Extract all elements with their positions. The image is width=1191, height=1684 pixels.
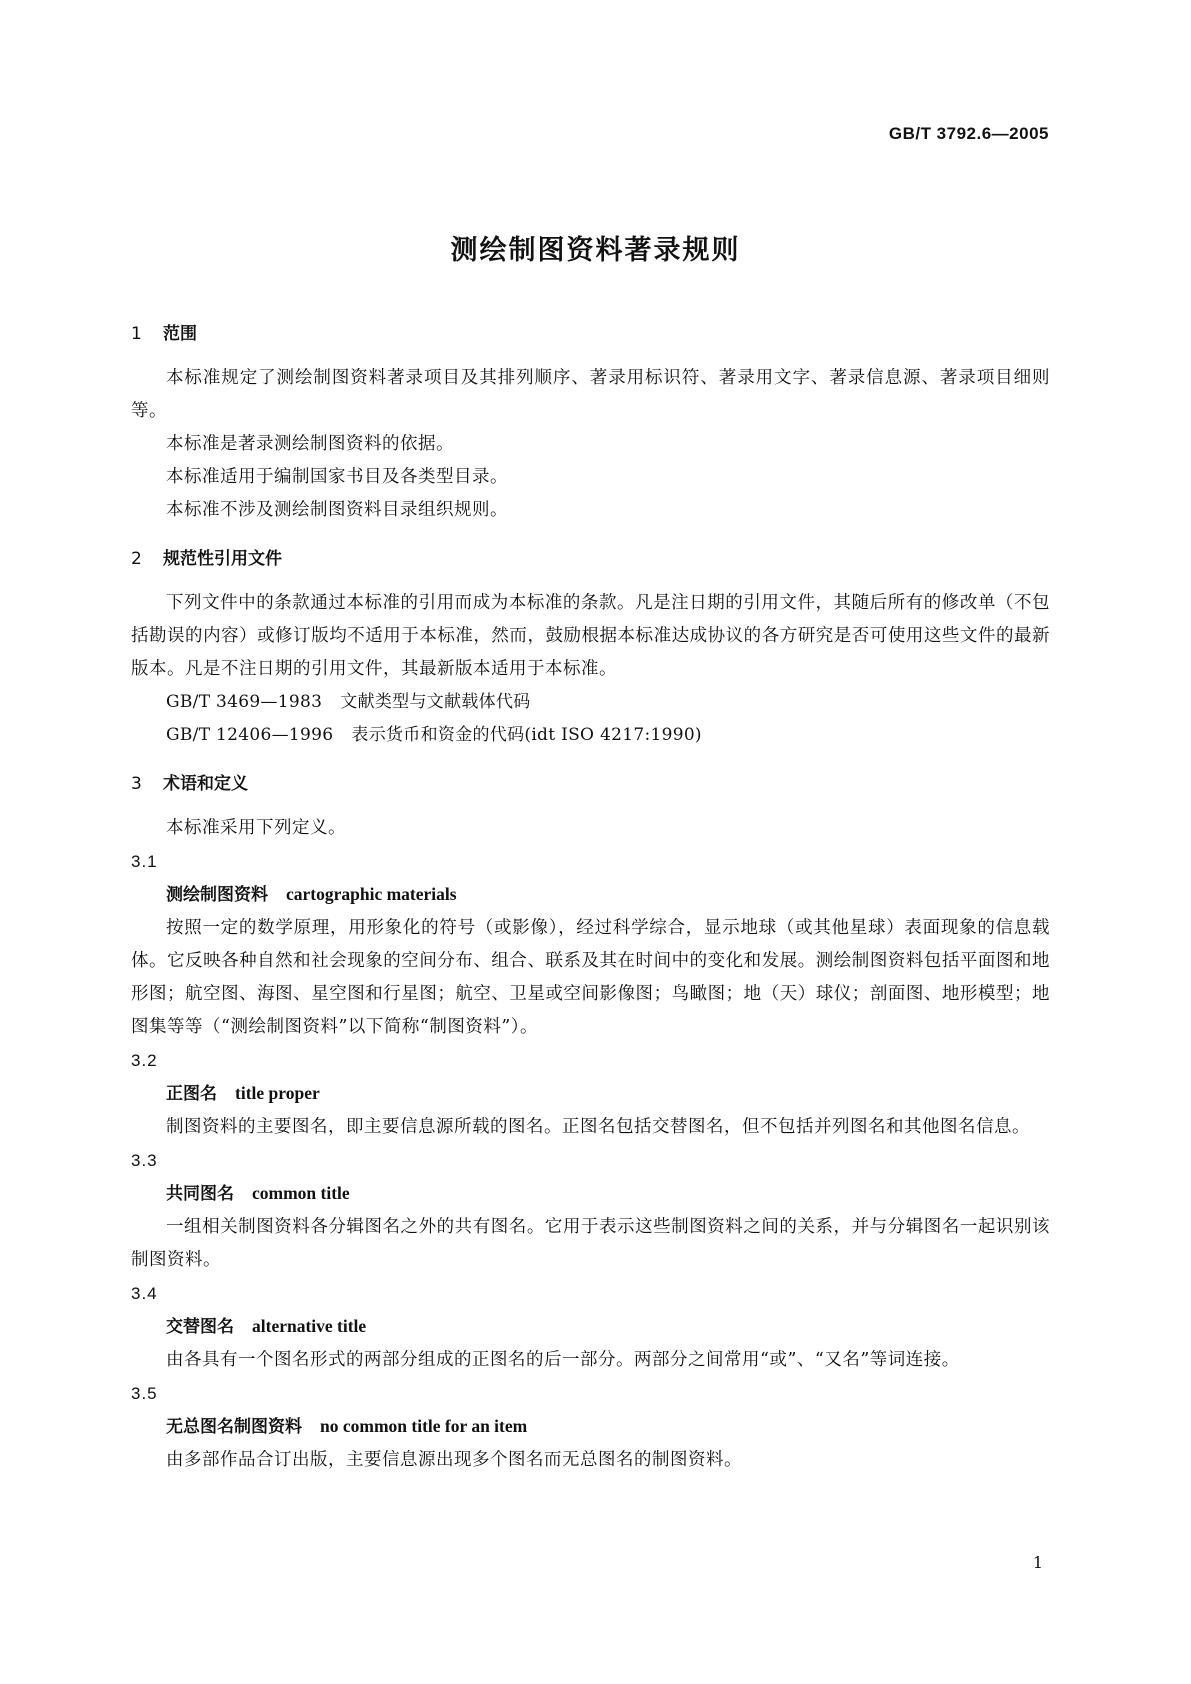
reference-code: GB/T 12406—1996 bbox=[166, 725, 334, 745]
term-definition: 一组相关制图资料各分辑图名之外的共有图名。它用于表示这些制图资料之间的关系，并与分辑图名一起识别该制图资料。 bbox=[131, 1217, 1050, 1270]
scope-paragraph: 本标准规定了测绘制图资料著录项目及其排列顺序、著录用标识符、著录用文字、著录信息源、著录项目细则等。 bbox=[131, 368, 1050, 421]
page-number: 1 bbox=[1032, 1553, 1043, 1572]
term-definition: 由各具有一个图名形式的两部分组成的正图名的后一部分。两部分之间常用“或”、“又名”等词连接。 bbox=[166, 1350, 960, 1370]
term-heading bbox=[131, 1410, 1050, 1444]
reference-title: 表示货币和资金的代码(idt ISO 4217:1990) bbox=[351, 725, 702, 745]
section-title: 规范性引用文件 bbox=[163, 549, 282, 569]
clause-number: 3.1 bbox=[131, 852, 158, 871]
references-paragraph: 下列文件中的条款通过本标准的引用而成为本标准的条款。凡是注日期的引用文件，其随后所有的修改单（不包括勘误的内容）或修订版均不适用于本标准，然而，鼓励根据本标准达成协议的各方研究是否可使用这些文件的最新版本。凡是不注日期的引用文件，其最新版本适用于本标准。 bbox=[131, 593, 1050, 679]
reference-item bbox=[131, 719, 1050, 752]
scope-paragraph: 本标准不涉及测绘制图资料目录组织规则。 bbox=[166, 500, 508, 520]
term-definition: 制图资料的主要图名，即主要信息源所载的图名。正图名包括交替图名，但不包括并列图名和其他图名信息。 bbox=[166, 1117, 1030, 1137]
section-title: 范围 bbox=[163, 324, 197, 344]
reference-title: 文献类型与文献载体代码 bbox=[340, 692, 531, 712]
terms-intro: 本标准采用下列定义。 bbox=[166, 818, 346, 838]
scope-paragraph: 本标准适用于编制国家书目及各类型目录。 bbox=[166, 467, 508, 487]
reference-item bbox=[131, 686, 1050, 719]
term-chinese: 无总图名制图资料 bbox=[166, 1417, 302, 1437]
term-heading bbox=[131, 1310, 1050, 1344]
standard-code: GB/T 3792.6—2005 bbox=[888, 124, 1049, 143]
term-chinese: 共同图名 bbox=[166, 1184, 234, 1204]
clause-number: 3.4 bbox=[131, 1284, 158, 1303]
term-definition: 按照一定的数学原理，用形象化的符号（或影像），经过科学综合，显示地球（或其他星球）表面现象的信息载体。它反映各种自然和社会现象的空间分布、组合、联系及其在时间中的变化和发展。测绘制图资料包括平面图和地形图；航空图、海图、星空图和行星图；航空、卫星或空间影像图；鸟瞰图；地（天）球仪；剖面图、地形模型；地图集等等（“测绘制图资料”以下简称“制图资料”）。 bbox=[131, 918, 1050, 1037]
section-heading-terms bbox=[131, 768, 1050, 800]
term-heading bbox=[131, 1177, 1050, 1211]
clause-number: 3.2 bbox=[131, 1051, 158, 1070]
term-chinese: 交替图名 bbox=[166, 1317, 234, 1337]
section-number: 2 bbox=[131, 549, 142, 569]
term-english: no common title for an item bbox=[320, 1416, 528, 1436]
term-english: cartographic materials bbox=[286, 884, 457, 904]
term-english: common title bbox=[252, 1183, 350, 1203]
reference-code: GB/T 3469—1983 bbox=[166, 692, 323, 712]
clause-number: 3.3 bbox=[131, 1151, 158, 1170]
term-heading bbox=[131, 1077, 1050, 1111]
term-chinese: 正图名 bbox=[166, 1084, 217, 1104]
document-title: 测绘制图资料著录规则 bbox=[450, 235, 741, 266]
section-number: 3 bbox=[131, 774, 142, 794]
section-number: 1 bbox=[131, 324, 142, 344]
term-english: title proper bbox=[235, 1083, 320, 1103]
section-heading-scope bbox=[131, 318, 1050, 350]
section-heading-normative-references bbox=[131, 543, 1050, 575]
section-title: 术语和定义 bbox=[163, 774, 248, 794]
term-heading bbox=[131, 878, 1050, 912]
clause-number: 3.5 bbox=[131, 1384, 158, 1403]
document-body bbox=[131, 318, 1050, 1477]
scope-paragraph: 本标准是著录测绘制图资料的依据。 bbox=[166, 434, 454, 454]
term-definition: 由多部作品合订出版，主要信息源出现多个图名而无总图名的制图资料。 bbox=[166, 1450, 742, 1470]
term-english: alternative title bbox=[252, 1316, 367, 1336]
term-chinese: 测绘制图资料 bbox=[166, 885, 268, 905]
